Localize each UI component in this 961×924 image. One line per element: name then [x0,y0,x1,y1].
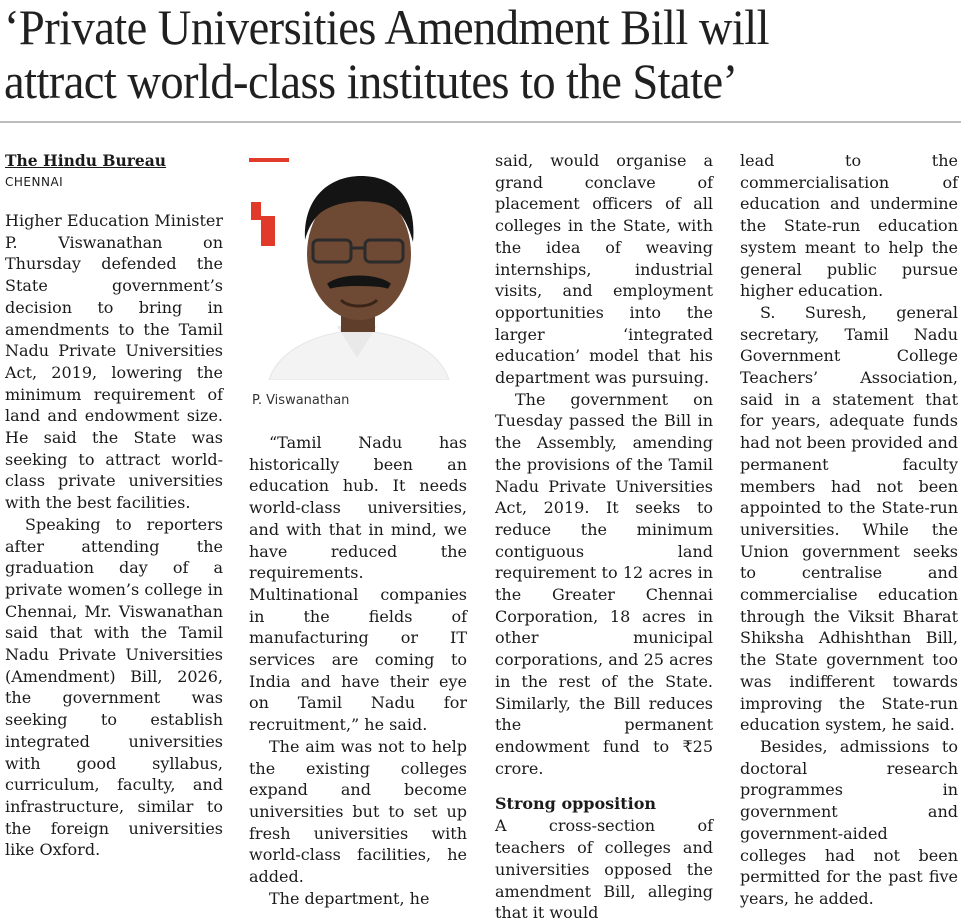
paragraph: The department, he [269,888,430,908]
headline-divider [0,121,961,123]
portrait-illustration [249,158,465,380]
photo-caption: P. Viswanathan [252,393,350,408]
paragraph: The government on Tuesday passed the Bill in the Assembly, amending the provisions of the Tamil Nadu Private Universities Act, 2019. It seeks to reduce the minimum contiguous land requirement to 12 acres in the Greater Chennai Corporation, 18 acres in other municipal corporations, and 25 acres in the rest of the State. Similarly, the Bill reduces the permanent endowment fund to ₹25 crore. [495,389,713,778]
column-4 [740,150,958,910]
portrait-photo [249,158,465,380]
subheading: Strong opposition [495,794,657,814]
paragraph: The aim was not to help the existing colleges expand and become universities but to set up fresh universities with world-class facilities, he added. [249,736,467,887]
paragraph: A cross-section of teachers of colleges and universities opposed the amendment Bill, alleging that it would [495,816,713,923]
paragraph: Besides, admissions to doctoral research programmes in government and government-aided colleges had not been permitted for the past five years, he added. [740,736,958,908]
paragraph: lead to the commercialisation of education and undermine the State-run education system meant to help the general public pursue higher education. [740,151,958,301]
paragraph: Higher Education Minister P. Viswanathan on Thursday defended the State government’s decision to bring in amendments to the Tamil Nadu Private Universities Act, 2019, lowering the minimum requirement of land and endowment size. He said the State was seeking to attract world-class private universities with the best facilities. [5,211,223,513]
backdrop-red-mark [251,202,261,220]
headline: ‘Private Universities Amendment Bill will attract world-class institutes to the State’ [4,0,769,109]
dateline: CHENNAI [5,175,64,189]
paragraph: S. Suresh, general secretary, Tamil Nadu Government College Teachers’ Association, said in a statement that for years, adequate funds had not been provided and permanent faculty members had not been appointed to the State-run universities. While the Union government seeks to centralise and commercialise education through the Viksit Bharat Shiksha Adhishthan Bill, the State government too was indifferent towards improving the State-run education system, he said. [740,302,958,735]
column-2 [249,432,467,909]
paragraph: “Tamil Nadu has historically been an education hub. It needs world-class universities, and with that in mind, we have reduced the requirements. Multinational companies in the fields of manufacturing or IT services are coming to India and have their eye on Tamil Nadu for recruitment,” he said. [249,433,467,735]
paragraph: said, would organise a grand conclave of placement officers of all colleges in the State, with the idea of weaving internships, industrial visits, and employment opportunities into the larger ‘integrated education’ model that his department was pursuing. [495,151,713,388]
paragraph: Speaking to reporters after attending the graduation day of a private women’s college in Chennai, Mr. Viswanathan said that with the Tamil Nadu Private Universities (Amendment) Bill, 2026, the government was seeking to establish integrated universities with good syllabus, curriculum, faculty, and infrastructure, similar to the foreign universities like Oxford. [5,514,223,860]
column-1 [5,150,223,861]
backdrop-red-mark [261,216,275,246]
byline: The Hindu Bureau [5,151,167,170]
column-3 [495,150,713,924]
backdrop-red-mark [249,158,289,162]
moustache [329,279,389,287]
